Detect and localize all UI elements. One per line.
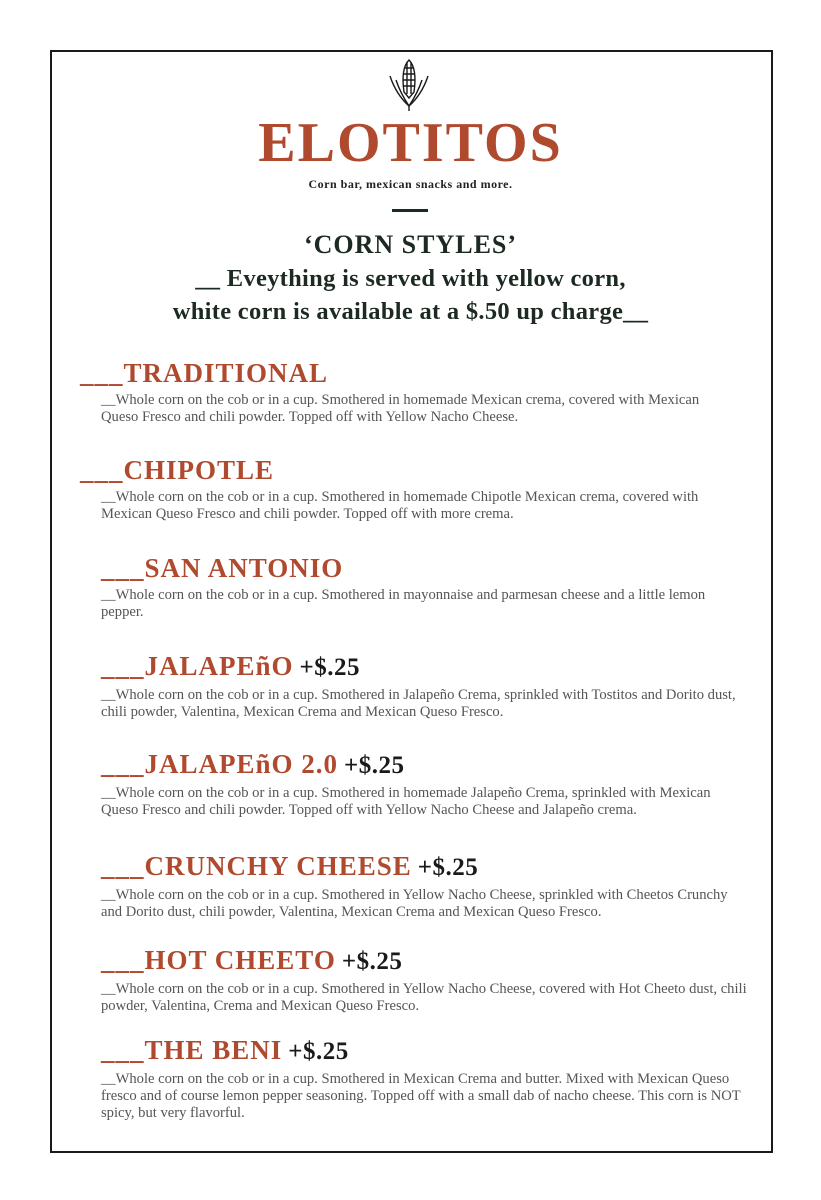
item-description: __Whole corn on the cob or in a cup. Smothered in Jalapeño Crema, sprinkled with Tostitos and Dorito dust, chili powder, Valentina, Mexican Crema and Mexican Queso Fresco.	[101, 687, 736, 720]
header-divider	[392, 209, 428, 212]
item-name: ___JALAPEñO 2.0	[101, 749, 339, 779]
item-heading	[101, 851, 751, 883]
item-description: __Whole corn on the cob or in a cup. Smothered in Yellow Nacho Cheese, covered with Hot Cheeto dust, chili powder, Valentina, Crema and Mexican Queso Fresco.	[101, 981, 747, 1014]
item-description: __Whole corn on the cob or in a cup. Smothered in mayonnaise and parmesan cheese and a little lemon pepper.	[101, 587, 706, 620]
menu-item-the-beni	[101, 1035, 751, 1122]
item-name: ___TRADITIONAL	[80, 358, 329, 388]
item-description: __Whole corn on the cob or in a cup. Smothered in homemade Mexican crema, covered with Mexican Queso Fresco and chili powder. Topped off with Yellow Nacho Cheese.	[101, 392, 700, 425]
menu-item-san-antonio	[101, 553, 751, 621]
item-name: ___THE BENI	[101, 1035, 283, 1065]
item-name: ___JALAPEñO	[101, 651, 294, 681]
item-price: +$.25	[299, 654, 361, 681]
notice-line-2: white corn is available at a $.50 up charge__	[172, 298, 649, 325]
menu-item-crunchy-cheese	[101, 851, 751, 921]
item-price: +$.25	[341, 948, 403, 975]
item-price: +$.25	[288, 1038, 349, 1065]
item-name: ___CHIPOTLE	[80, 455, 275, 485]
menu-item-jalapeno-2	[101, 749, 751, 819]
item-heading	[101, 651, 751, 683]
item-heading	[101, 749, 751, 781]
item-name: ___HOT CHEETO	[101, 945, 336, 975]
item-name: ___CRUNCHY CHEESE	[101, 851, 412, 881]
corn-logo-icon	[386, 58, 432, 112]
item-heading	[101, 1035, 751, 1067]
menu-item-jalapeno	[101, 651, 751, 721]
menu-item-traditional	[80, 358, 730, 426]
menu-item-hot-cheeto	[101, 945, 751, 1015]
item-description: __Whole corn on the cob or in a cup. Smothered in Mexican Crema and butter. Mixed with Mexican Queso fresco and of course lemon pepper seasoning. Topped off with a small dab of nacho cheese. This corn is NOT spicy, but very flavorful.	[101, 1071, 741, 1121]
menu-item-chipotle	[80, 455, 730, 523]
item-description: __Whole corn on the cob or in a cup. Smothered in homemade Jalapeño Crema, sprinkled with Mexican Queso Fresco and chili powder. Topped off with Yellow Nacho Cheese and Jalapeño crema.	[101, 785, 711, 818]
notice-line-1: __ Eveything is served with yellow corn,	[195, 265, 626, 292]
item-price: +$.25	[417, 854, 479, 881]
item-heading	[101, 945, 751, 977]
brand-title: ELOTITOS	[258, 112, 563, 174]
section-title: ‘CORN STYLES’	[303, 230, 518, 259]
item-description: __Whole corn on the cob or in a cup. Smothered in homemade Chipotle Mexican crema, covered with Mexican Queso Fresco and chili powder. Topped off with more crema.	[101, 489, 699, 522]
item-description: __Whole corn on the cob or in a cup. Smothered in Yellow Nacho Cheese, sprinkled with Cheetos Crunchy and Dorito dust, chili powder, Valentina, Mexican Crema and Mexican Queso Fresco.	[101, 887, 728, 920]
item-name: ___SAN ANTONIO	[101, 553, 344, 583]
item-price: +$.25	[344, 752, 405, 779]
item-heading	[80, 455, 730, 485]
item-heading	[101, 553, 751, 583]
item-heading	[80, 358, 730, 388]
brand-tagline: Corn bar, mexican snacks and more.	[308, 177, 513, 191]
corn-notice	[0, 262, 821, 328]
